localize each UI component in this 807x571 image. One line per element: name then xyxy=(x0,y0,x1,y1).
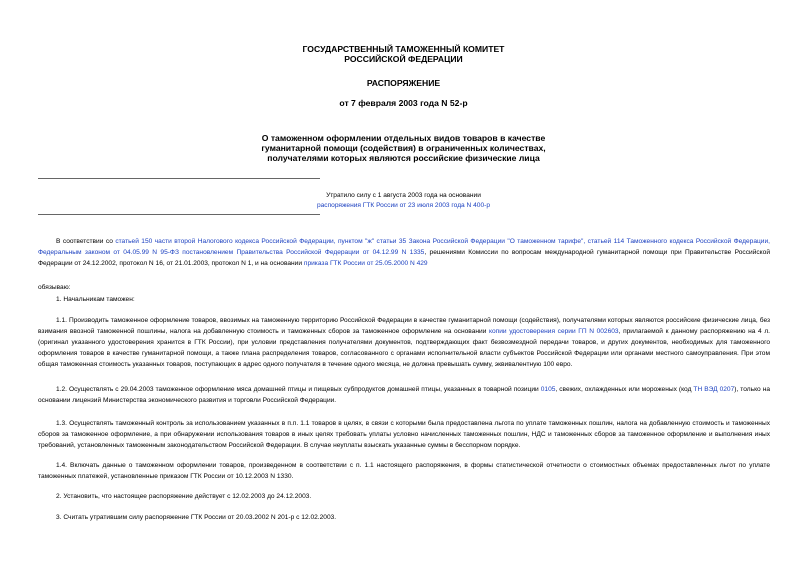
item-1-4 xyxy=(38,460,770,482)
item-1-3 xyxy=(38,418,770,451)
item-2-text: 2. Установить, что настоящее распоряжение действует с 12.02.2003 до 24.12.2003. xyxy=(56,493,312,500)
item-1-3-text: 1.3. Осуществлять таможенный контроль за использованием указанных в п.п. 1.1 товаров в целях, в связи с которыми была предоставлена льгота по уплате таможенных пошлин, налога на добавленную стоимость и таможенных сборов за таможенное оформление, а при обнаружении использования товаров в иных целях требовать уплаты условно начисленных таможенных пошлин, НДС и таможенных сборов за таможенное оформление и выполнения иных требований, установленных таможенным законодательством Российской Федерации. В случае неуплаты взыскать указанные суммы в бесспорном порядке. xyxy=(38,420,770,449)
org-name-line1: ГОСУДАРСТВЕННЫЙ ТАМОЖЕННЫЙ КОМИТЕТ xyxy=(302,44,505,54)
doc-type: РАСПОРЯЖЕНИЕ xyxy=(366,78,441,88)
obliges-text: обязываю: xyxy=(38,284,71,291)
intro-text-3: , решениями Комиссии по вопросам международной гуманитарной помощи при Правительстве Российской Федерации от 24.12.2002, протокол N 16, от 21.01.2003, протокол N 1, и на основании xyxy=(38,249,770,267)
link-tnved-0207[interactable]: ТН ВЭД 0207 xyxy=(693,386,735,393)
link-heading-0105[interactable]: 0105 xyxy=(540,386,556,393)
item-1-2 xyxy=(38,384,770,406)
item-1-2-text-1: 1.2. Осуществлять с 29.04.2003 таможенное оформление мяса домашней птицы и пищевых субпродуктов домашней птицы, указанных в товарной позиции xyxy=(56,386,541,393)
item-1-1-text-2: , прилагаемой к данному распоряжению на 4 л. (оригинал указанного удостоверения хранится в ГТК России), при условии представления получателями документов, подтверждающих факт безвозмездной передачи товаров, и других документов, необходимых для таможенного оформления товаров в качестве гуманитарной помощи, а также плана распределения товаров, согласованного с органами исполнительной власти субъектов Российской Федерации или органами местного самоуправления. При этом общая таможенная стоимость указанных товаров, поступающих в адрес одного получателя в течение одного месяца, не должна превышать сумму, эквивалентную 100 евро. xyxy=(38,328,771,368)
org-name-line2: РОССИЙСКОЙ ФЕДЕРАЦИИ xyxy=(344,54,463,64)
intro-paragraph xyxy=(38,236,770,269)
link-gtk-order[interactable]: приказа ГТК России от 25.05.2000 N 429 xyxy=(303,260,428,267)
doc-date: от 7 февраля 2003 года N 52-р xyxy=(339,98,468,108)
item-1-1-text-1: 1.1. Производить таможенное оформление товаров, ввозимых на таможенную территорию Российской Федерации в качестве гуманитарной помощи (содействия), получателями которых являются российские физические лица, без взимания ввозной таможенной пошлины, налога на добавленную стоимость и таможенных сборов за таможенное оформление на основании xyxy=(38,317,770,335)
status-rule-bottom xyxy=(38,214,320,215)
item-1 xyxy=(38,294,770,305)
status-rule-top xyxy=(38,178,320,179)
status-link-line xyxy=(0,201,807,210)
doc-title-line2: гуманитарной помощи (содействия) в ограниченных количествах, xyxy=(261,143,546,153)
link-legal-basis[interactable]: статьей 150 части второй Налогового кодекса Российской Федерации, пунктом "ж" статьи 35 Закона Российской Федерации "О таможенном тарифе", статьей 114 Таможенного кодекса Российской Федерации, Федеральным законом от 04.05.99 N 95-ФЗ xyxy=(38,238,770,256)
status-link[interactable]: распоряжения ГТК России от 23 июля 2003 года N 400-р xyxy=(316,202,491,209)
item-1-1 xyxy=(38,315,770,370)
item-1-4-text: 1.4. Включать данные о таможенном оформлении товаров, произведенном в соответствии с п. 1.1 настоящего распоряжения, в формы статистической отчетности о стоимостных объемах предоставленных льгот по уплате таможенных платежей, установленные приказом ГТК России от 10.12.2003 N 1330. xyxy=(38,462,770,480)
item-1-2-text-2: , свежих, охлажденных или мороженых (код xyxy=(555,386,694,393)
item-3 xyxy=(38,512,770,523)
doc-title-line1: О таможенном оформлении отдельных видов товаров в качестве xyxy=(261,133,546,143)
status-text: Утратило силу с 1 августа 2003 года на основании xyxy=(326,192,481,199)
link-certificate-copy[interactable]: копии удостоверения серии ГП N 002603 xyxy=(489,328,619,335)
item-1-2-text-3: ), только на основании лицензий Министерства экономического развития и торговли Российской Федерации. xyxy=(38,386,771,404)
intro-text-1: В соответствии со xyxy=(56,238,116,245)
item-3-text: 3. Считать утратившим силу распоряжение ГТК России от 20.03.2002 N 201-р с 12.02.2003. xyxy=(56,514,337,521)
item-1-text: 1. Начальникам таможен: xyxy=(56,296,135,303)
link-government-decree[interactable]: постановлением Правительства Российской Федерации от 04.12.99 N 1335 xyxy=(182,249,425,256)
doc-title-line3: получателями которых являются российские физические лица xyxy=(267,153,540,163)
item-2 xyxy=(38,491,770,502)
